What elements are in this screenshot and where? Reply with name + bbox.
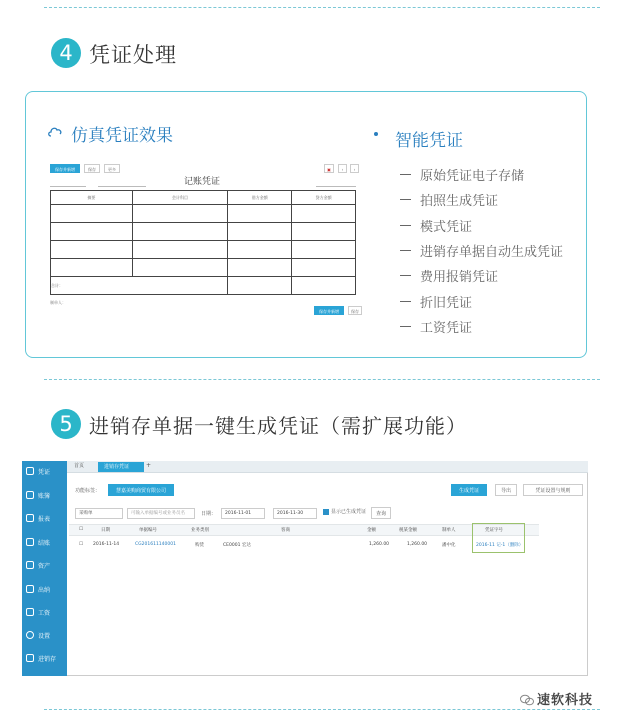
search-input[interactable]: 可输入单据编号或业务员名 <box>127 508 195 519</box>
app-screenshot <box>22 461 588 676</box>
wechat-icon <box>520 691 534 703</box>
feature-item: 折旧凭证 <box>400 288 563 313</box>
sidebar-item-payroll[interactable]: 工资 <box>26 605 66 619</box>
voucher-word-field[interactable] <box>50 181 86 187</box>
col-maker: 制单人 <box>442 528 456 533</box>
cashier-icon <box>26 585 34 593</box>
credit-cell[interactable] <box>292 223 356 241</box>
next-icon[interactable]: › <box>350 164 359 173</box>
voucher-settings-button[interactable]: 凭证设置与规则 <box>523 484 583 496</box>
close-books-icon <box>26 538 34 546</box>
feature-item: 工资凭证 <box>400 314 563 339</box>
bottom-divider <box>44 709 600 710</box>
smart-voucher-title: 智能凭证 <box>395 131 463 151</box>
sidebar-item-inventory[interactable]: 进销存 <box>26 651 66 665</box>
sidebar-item-cashier[interactable]: 出纳 <box>26 582 66 596</box>
row-amount: 1,260.00 <box>369 542 390 547</box>
add-tab-icon[interactable]: + <box>146 462 152 469</box>
credit-cell[interactable] <box>292 205 356 223</box>
col-account: 会计科目 <box>132 191 228 205</box>
summary-cell[interactable] <box>51 205 133 223</box>
summary-cell[interactable] <box>51 223 133 241</box>
date-from-input[interactable]: 2016-11-01 <box>221 508 265 519</box>
feature-item: 进销存单据自动生成凭证 <box>400 238 563 263</box>
row-voucher[interactable]: 2016-11 记-1（删除） <box>476 543 524 548</box>
section-title-5: 进销存单据一键生成凭证（需扩展功能） <box>89 414 467 438</box>
sidebar-item-close[interactable]: 结账 <box>26 535 66 549</box>
row-date: 2016-11-14 <box>93 542 120 547</box>
debit-total <box>228 277 292 295</box>
section-title-4: 凭证处理 <box>89 43 177 67</box>
voucher-preview <box>48 160 366 320</box>
col-vendor: 客商 <box>281 528 290 533</box>
date-label: 日期： <box>201 511 217 517</box>
voucher-table <box>50 190 356 295</box>
account-cell[interactable] <box>132 241 228 259</box>
attachment-field[interactable] <box>316 181 356 187</box>
maker-label: 制单人： <box>50 300 66 305</box>
filter-label: 功能标签： <box>75 488 101 494</box>
credit-cell[interactable] <box>292 241 356 259</box>
generate-voucher-button[interactable]: 生成凭证 <box>451 484 487 496</box>
col-date: 日期 <box>101 528 110 533</box>
cart-icon <box>26 654 34 662</box>
middle-divider <box>44 379 600 380</box>
sidebar-item-settings[interactable]: 设置 <box>26 628 66 642</box>
col-debit: 借方金额 <box>228 191 292 205</box>
debit-cell[interactable] <box>228 241 292 259</box>
account-cell[interactable] <box>132 205 228 223</box>
card-heading: 仿真凭证效果 <box>71 126 173 146</box>
col-amount: 金额 <box>367 528 376 533</box>
col-voucher: 凭证字号 <box>485 528 503 533</box>
debit-cell[interactable] <box>228 205 292 223</box>
col-credit: 贷方金额 <box>292 191 356 205</box>
tab-inventory-voucher[interactable]: 进销存凭证 <box>98 462 144 472</box>
save-button[interactable]: 保存 <box>84 164 100 173</box>
doc-type-select[interactable]: 采购单 <box>75 508 123 519</box>
credit-cell[interactable] <box>292 259 356 277</box>
voucher-title: 记账凭证 <box>184 177 221 187</box>
summary-cell[interactable] <box>51 241 133 259</box>
bottom-save-button[interactable]: 保存 <box>348 306 362 315</box>
col-doc-no: 单据编号 <box>139 528 157 533</box>
voucher-icon <box>26 467 34 475</box>
top-divider <box>44 7 600 8</box>
footer-logo: 速软科技 <box>537 693 594 708</box>
print-icon[interactable]: ▣ <box>324 164 334 173</box>
sidebar-item-books[interactable]: 账簿 <box>26 488 66 502</box>
account-cell[interactable] <box>132 223 228 241</box>
row-tax-amount: 1,260.00 <box>407 542 428 547</box>
col-tax-amount: 税某金额 <box>399 528 417 533</box>
voucher-highlight <box>472 523 525 553</box>
debit-cell[interactable] <box>228 259 292 277</box>
feature-item: 模式凭证 <box>400 213 563 238</box>
assets-icon <box>26 561 34 569</box>
row-maker: 潘中化 <box>442 543 456 548</box>
query-button[interactable]: 查询 <box>371 507 391 519</box>
company-button[interactable]: 慧嘉美购商贸有限公司 <box>108 484 174 496</box>
section-number-4: 4 <box>51 38 81 68</box>
col-summary: 摘要 <box>51 191 133 205</box>
payroll-icon <box>26 608 34 616</box>
books-icon <box>26 491 34 499</box>
more-button[interactable]: 更多 <box>104 164 120 173</box>
bullet-dot <box>374 132 378 136</box>
account-cell[interactable] <box>132 259 228 277</box>
section-number-5: 5 <box>51 409 81 439</box>
feature-item: 费用报销凭证 <box>400 263 563 288</box>
row-checkbox[interactable]: ☐ <box>79 542 84 547</box>
voucher-date-field[interactable] <box>98 181 146 187</box>
row-vendor: CE0001 宏达 <box>223 543 251 548</box>
col-type: 业务类别 <box>191 528 209 533</box>
cloud-icon <box>48 126 64 138</box>
row-doc-no[interactable]: CG201611140001 <box>135 542 176 547</box>
select-all-checkbox[interactable]: ☐ <box>79 527 84 532</box>
save-new-button[interactable]: 保存并新增 <box>50 164 80 173</box>
prev-icon[interactable]: ‹ <box>338 164 347 173</box>
row-type: 购货 <box>195 543 204 548</box>
date-to-input[interactable]: 2016-11-30 <box>273 508 317 519</box>
gear-icon <box>26 631 34 639</box>
sidebar-item-assets[interactable]: 资产 <box>26 558 66 572</box>
debit-cell[interactable] <box>228 223 292 241</box>
tab-home[interactable]: 首页 <box>74 463 85 469</box>
feature-item: 原始凭证电子存储 <box>400 162 563 187</box>
credit-total <box>292 277 356 295</box>
summary-cell[interactable] <box>51 259 133 277</box>
feature-list <box>400 162 563 339</box>
sidebar-item-voucher[interactable]: 凭证 <box>26 464 66 478</box>
reports-icon <box>26 514 34 522</box>
sidebar-item-reports[interactable]: 报表 <box>26 511 66 525</box>
feature-item: 拍照生成凭证 <box>400 187 563 212</box>
show-generated-checkbox[interactable]: 显示已生成凭证 <box>323 508 366 515</box>
bottom-save-new-button[interactable]: 保存并新增 <box>314 306 344 315</box>
export-button[interactable]: 导出 <box>495 484 517 496</box>
total-label: 合计： <box>51 277 228 295</box>
